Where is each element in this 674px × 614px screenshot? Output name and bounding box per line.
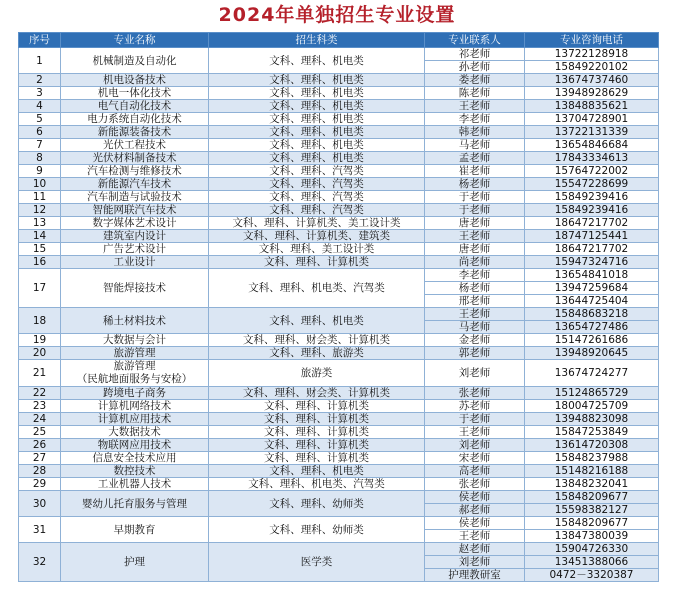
row-number: 5: [19, 113, 61, 126]
enrollment-subjects: 文科、理科、计算机类: [209, 256, 425, 269]
major-name: [61, 360, 209, 387]
row-number: 25: [19, 426, 61, 439]
contact-phone: 13654841018: [525, 269, 659, 282]
contact-phone: 13451388066: [525, 556, 659, 569]
major-name: 旅游管理: [61, 347, 209, 360]
table-row: [19, 491, 659, 504]
enrollment-subjects: 文科、理科、财会类、计算机类: [209, 387, 425, 400]
row-number: 11: [19, 191, 61, 204]
enrollment-subjects: 文科、理科、旅游类: [209, 347, 425, 360]
enrollment-subjects: 文科、理科、机电类: [209, 74, 425, 87]
major-name: 计算机网络技术: [61, 400, 209, 413]
table-row: [19, 347, 659, 360]
table-row: [19, 204, 659, 217]
enrollment-subjects: 文科、理科、机电类: [209, 308, 425, 334]
major-name: 稀土材料技术: [61, 308, 209, 334]
major-name: 工业设计: [61, 256, 209, 269]
table-row: [19, 308, 659, 321]
major-name: 广告艺术设计: [61, 243, 209, 256]
major-name: 智能焊接技术: [61, 269, 209, 308]
major-name: 早期教育: [61, 517, 209, 543]
enrollment-subjects: 文科、理科、机电类: [209, 126, 425, 139]
contact-name: 祁老师: [425, 48, 525, 61]
row-number: 18: [19, 308, 61, 334]
table-row: [19, 426, 659, 439]
contact-phone: 15598382127: [525, 504, 659, 517]
contact-name: 侯老师: [425, 491, 525, 504]
table-row: [19, 87, 659, 100]
contact-phone: 18647217702: [525, 243, 659, 256]
contact-phone: 13674737460: [525, 74, 659, 87]
table-row: [19, 191, 659, 204]
table-row: [19, 387, 659, 400]
contact-phone: 13654727486: [525, 321, 659, 334]
enrollment-subjects: 文科、理科、幼师类: [209, 517, 425, 543]
table-row: [19, 217, 659, 230]
enrollment-subjects: 文科、理科、汽驾类: [209, 191, 425, 204]
major-name: 光伏工程技术: [61, 139, 209, 152]
contact-name: 金老师: [425, 334, 525, 347]
contact-phone: 15904726330: [525, 543, 659, 556]
contact-name: 刘老师: [425, 556, 525, 569]
enrollment-subjects: 医学类: [209, 543, 425, 582]
major-name: 信息安全技术应用: [61, 452, 209, 465]
table-row: [19, 113, 659, 126]
contact-phone: 17843334613: [525, 152, 659, 165]
major-name: 数字媒体艺术设计: [61, 217, 209, 230]
header-no: 序号: [19, 33, 61, 48]
contact-phone: 15764722002: [525, 165, 659, 178]
contact-name: 王老师: [425, 230, 525, 243]
enrollment-subjects: 文科、理科、机电类: [209, 152, 425, 165]
contact-phone: 15124865729: [525, 387, 659, 400]
table-row: [19, 334, 659, 347]
major-name: 跨境电子商务: [61, 387, 209, 400]
enrollment-subjects: 文科、理科、计算机类、建筑类: [209, 230, 425, 243]
enrollment-subjects: 文科、理科、幼师类: [209, 491, 425, 517]
contact-phone: 15849239416: [525, 191, 659, 204]
contact-name: 孟老师: [425, 152, 525, 165]
enrollment-subjects: 文科、理科、财会类、计算机类: [209, 334, 425, 347]
enrollment-subjects: 文科、理科、汽驾类: [209, 165, 425, 178]
contact-name: 唐老师: [425, 243, 525, 256]
enrollment-subjects: 文科、理科、计算机类、美工设计类: [209, 217, 425, 230]
contact-name: 王老师: [425, 426, 525, 439]
contact-name: 马老师: [425, 139, 525, 152]
major-name: 光伏材料制备技术: [61, 152, 209, 165]
contact-name: 刘老师: [425, 360, 525, 387]
row-number: 29: [19, 478, 61, 491]
contact-phone: 18747125441: [525, 230, 659, 243]
page-title: 2024年单独招生专业设置: [218, 4, 456, 26]
contact-phone: 0472－3320387: [525, 569, 659, 582]
table-row: [19, 269, 659, 282]
enrollment-subjects: 文科、理科、汽驾类: [209, 178, 425, 191]
row-number: 30: [19, 491, 61, 517]
row-number: 9: [19, 165, 61, 178]
table-row: [19, 517, 659, 530]
table-row: [19, 48, 659, 61]
enrollment-subjects: 文科、理科、美工设计类: [209, 243, 425, 256]
enrollment-subjects: 文科、理科、机电类、汽驾类: [209, 478, 425, 491]
contact-phone: 15947324716: [525, 256, 659, 269]
contact-name: 郝老师: [425, 504, 525, 517]
major-name: 计算机应用技术: [61, 413, 209, 426]
contact-name: 崔老师: [425, 165, 525, 178]
contact-name: 王老师: [425, 530, 525, 543]
contact-name: 郭老师: [425, 347, 525, 360]
enrollment-subjects: 文科、理科、汽驾类: [209, 204, 425, 217]
row-number: 6: [19, 126, 61, 139]
major-name: 电气自动化技术: [61, 100, 209, 113]
major-name: 婴幼儿托育服务与管理: [61, 491, 209, 517]
contact-phone: 18647217702: [525, 217, 659, 230]
contact-phone: 13848232041: [525, 478, 659, 491]
contact-name: 刘老师: [425, 439, 525, 452]
contact-phone: 13848835621: [525, 100, 659, 113]
enrollment-subjects: 旅游类: [209, 360, 425, 387]
row-number: 2: [19, 74, 61, 87]
contact-name: 王老师: [425, 308, 525, 321]
table-row: [19, 452, 659, 465]
contact-name: 马老师: [425, 321, 525, 334]
contact-phone: 13722131339: [525, 126, 659, 139]
major-name: 机电一体化技术: [61, 87, 209, 100]
table-row: [19, 360, 659, 387]
table-row: [19, 413, 659, 426]
contact-phone: 13948823098: [525, 413, 659, 426]
contact-name: 孙老师: [425, 61, 525, 74]
contact-phone: 15547228699: [525, 178, 659, 191]
contact-phone: 15147261686: [525, 334, 659, 347]
row-number: 23: [19, 400, 61, 413]
row-number: 1: [19, 48, 61, 74]
header-major: 专业名称: [61, 33, 209, 48]
row-number: 28: [19, 465, 61, 478]
major-name: 新能源汽车技术: [61, 178, 209, 191]
row-number: 17: [19, 269, 61, 308]
table-row: [19, 165, 659, 178]
contact-phone: 15848209677: [525, 517, 659, 530]
major-name: 大数据技术: [61, 426, 209, 439]
table-row: [19, 178, 659, 191]
row-number: 10: [19, 178, 61, 191]
major-name: 机械制造及自动化: [61, 48, 209, 74]
major-name: 汽车检测与维修技术: [61, 165, 209, 178]
contact-phone: 13722128918: [525, 48, 659, 61]
table-row: [19, 243, 659, 256]
enrollment-subjects: 文科、理科、计算机类: [209, 400, 425, 413]
major-name: 机电设备技术: [61, 74, 209, 87]
table-row: [19, 400, 659, 413]
table-body: [19, 48, 659, 582]
enrollment-subjects: 文科、理科、机电类: [209, 48, 425, 74]
row-number: 26: [19, 439, 61, 452]
table-row: [19, 100, 659, 113]
row-number: 32: [19, 543, 61, 582]
contact-name: 娄老师: [425, 74, 525, 87]
enrollment-subjects: 文科、理科、机电类、汽驾类: [209, 269, 425, 308]
contact-name: 李老师: [425, 113, 525, 126]
major-name-line: 旅游管理: [113, 360, 156, 372]
enrollment-subjects: 文科、理科、计算机类: [209, 426, 425, 439]
major-name: 新能源装备技术: [61, 126, 209, 139]
row-number: 3: [19, 87, 61, 100]
enrollment-subjects: 文科、理科、机电类: [209, 465, 425, 478]
table-row: [19, 152, 659, 165]
row-number: 13: [19, 217, 61, 230]
enrollment-subjects: 文科、理科、机电类: [209, 87, 425, 100]
major-name: 物联网应用技术: [61, 439, 209, 452]
major-name-subline: （民航地面服务与安检）: [76, 373, 193, 385]
row-number: 27: [19, 452, 61, 465]
major-name: 工业机器人技术: [61, 478, 209, 491]
major-name: 汽车制造与试验技术: [61, 191, 209, 204]
major-name: 护理: [61, 543, 209, 582]
row-number: 21: [19, 360, 61, 387]
contact-phone: 15849239416: [525, 204, 659, 217]
enrollment-subjects: 文科、理科、计算机类: [209, 439, 425, 452]
contact-name: 侯老师: [425, 517, 525, 530]
enrollment-subjects: 文科、理科、计算机类: [209, 413, 425, 426]
table-row: [19, 256, 659, 269]
table-row: [19, 439, 659, 452]
row-number: 24: [19, 413, 61, 426]
contact-name: 陈老师: [425, 87, 525, 100]
table-row: [19, 478, 659, 491]
header-contact: 专业联系人: [425, 33, 525, 48]
contact-phone: 13847380039: [525, 530, 659, 543]
row-number: 22: [19, 387, 61, 400]
contact-name: 于老师: [425, 413, 525, 426]
contact-name: 尚老师: [425, 256, 525, 269]
row-number: 8: [19, 152, 61, 165]
row-number: 20: [19, 347, 61, 360]
table-row: [19, 465, 659, 478]
contact-phone: 13654846684: [525, 139, 659, 152]
table-row: [19, 543, 659, 556]
row-number: 31: [19, 517, 61, 543]
enrollment-subjects: 文科、理科、机电类: [209, 113, 425, 126]
contact-phone: 15848209677: [525, 491, 659, 504]
contact-name: 护理教研室: [425, 569, 525, 582]
major-name: 建筑室内设计: [61, 230, 209, 243]
row-number: 15: [19, 243, 61, 256]
contact-phone: 15148216188: [525, 465, 659, 478]
header-subjects: 招生科类: [209, 33, 425, 48]
header-phone: 专业咨询电话: [525, 33, 659, 48]
contact-phone: 15848683218: [525, 308, 659, 321]
enrollment-subjects: 文科、理科、机电类: [209, 100, 425, 113]
row-number: 16: [19, 256, 61, 269]
row-number: 7: [19, 139, 61, 152]
contact-name: 赵老师: [425, 543, 525, 556]
major-table: [18, 32, 659, 582]
contact-phone: 18004725709: [525, 400, 659, 413]
major-name: 智能网联汽车技术: [61, 204, 209, 217]
contact-name: 张老师: [425, 387, 525, 400]
contact-name: 苏老师: [425, 400, 525, 413]
contact-name: 邢老师: [425, 295, 525, 308]
contact-phone: 13948920645: [525, 347, 659, 360]
table-row: [19, 230, 659, 243]
major-name: 电力系统自动化技术: [61, 113, 209, 126]
contact-name: 宋老师: [425, 452, 525, 465]
contact-name: 王老师: [425, 100, 525, 113]
contact-phone: 15849220102: [525, 61, 659, 74]
contact-name: 韩老师: [425, 126, 525, 139]
contact-phone: 13947259684: [525, 282, 659, 295]
contact-phone: 15848237988: [525, 452, 659, 465]
row-number: 4: [19, 100, 61, 113]
table-row: [19, 139, 659, 152]
contact-name: 杨老师: [425, 178, 525, 191]
contact-name: 李老师: [425, 269, 525, 282]
contact-name: 于老师: [425, 204, 525, 217]
contact-name: 唐老师: [425, 217, 525, 230]
enrollment-subjects: 文科、理科、计算机类: [209, 452, 425, 465]
table-row: [19, 126, 659, 139]
row-number: 12: [19, 204, 61, 217]
major-name: 大数据与会计: [61, 334, 209, 347]
contact-phone: 13644725404: [525, 295, 659, 308]
enrollment-subjects: 文科、理科、机电类: [209, 139, 425, 152]
contact-phone: 13948928629: [525, 87, 659, 100]
contact-name: 高老师: [425, 465, 525, 478]
contact-phone: 13674724277: [525, 360, 659, 387]
contact-name: 于老师: [425, 191, 525, 204]
major-name: 数控技术: [61, 465, 209, 478]
table-header-row: [19, 33, 659, 48]
row-number: 14: [19, 230, 61, 243]
contact-phone: 13704728901: [525, 113, 659, 126]
table-row: [19, 74, 659, 87]
contact-name: 杨老师: [425, 282, 525, 295]
contact-name: 张老师: [425, 478, 525, 491]
row-number: 19: [19, 334, 61, 347]
contact-phone: 13614720308: [525, 439, 659, 452]
contact-phone: 15847253849: [525, 426, 659, 439]
